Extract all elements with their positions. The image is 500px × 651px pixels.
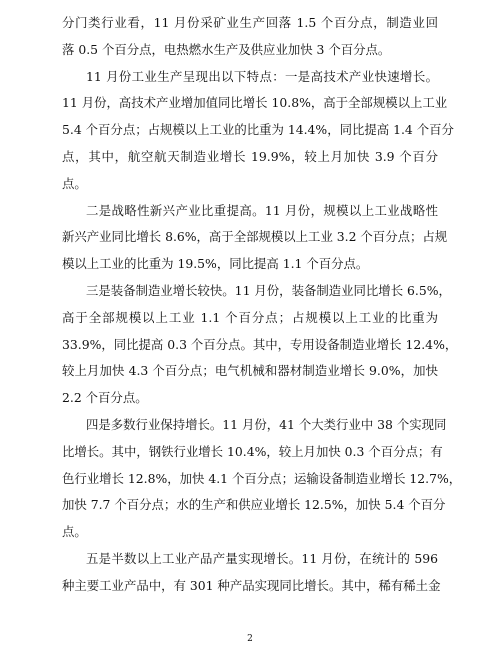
text-line: 加快 7.7 个百分点；水的生产和供应业增长 12.5%，加快 5.4 个百分 — [62, 497, 446, 513]
text-line: 点，其中，航空航天制造业增长 19.9%，较上月加快 3.9 个百分 — [62, 148, 438, 164]
text-line: 点。 — [62, 524, 87, 540]
text-line: 落 0.5 个百分点，电热燃水生产及供应业加快 3 个百分点。 — [62, 41, 391, 57]
page-number: 2 — [247, 634, 253, 644]
text-line: 2.2 个百分点。 — [62, 390, 148, 406]
text-line: 较上月加快 4.3 个百分点；电气机械和器材制造业增长 9.0%，加快 — [62, 363, 438, 379]
text-line: 高于全部规模以上工业 1.1 个百分点；占规模以上工业的比重为 — [62, 309, 438, 325]
text-line: 5.4 个百分点；占规模以上工业的比重为 14.4%，同比提高 1.4 个百分 — [62, 122, 454, 138]
text-line: 11 月份，高技术产业增加值同比增长 10.8%，高于全部规模以上工业 — [62, 95, 448, 111]
text-line: 五是半数以上工业产品产量实现增长。11 月份，在统计的 596 — [86, 550, 438, 566]
document-body — [62, 10, 462, 600]
text-line: 三是装备制造业增长较快。11 月份，装备制造业同比增长 6.5%， — [86, 282, 451, 298]
text-line: 比增长。其中，钢铁行业增长 10.4%，较上月加快 0.3 个百分点；有 — [62, 443, 443, 459]
text-line: 色行业增长 12.8%，加快 4.1 个百分点；运输设备制造业增长 12.7%， — [62, 470, 462, 486]
text-line: 种主要工业产品中，有 301 种产品实现同比增长。其中，稀有稀土金 — [62, 577, 441, 593]
text-line: 点。 — [62, 175, 87, 191]
text-line: 四是多数行业保持增长。11 月份，41 个大类行业中 38 个实现同 — [86, 416, 447, 432]
text-line: 新兴产业同比增长 8.6%，高于全部规模以上工业 3.2 个百分点；占规 — [62, 229, 448, 245]
text-line: 33.9%，同比提高 0.3 个百分点。其中，专用设备制造业增长 12.4%， — [62, 336, 458, 352]
text-line: 二是战略性新兴产业比重提高。11 月份，规模以上工业战略性 — [86, 202, 438, 218]
text-line: 分门类行业看，11 月份采矿业生产回落 1.5 个百分点，制造业回 — [62, 15, 438, 30]
text-line: 模以上工业的比重为 19.5%，同比提高 1.1 个百分点。 — [62, 256, 369, 272]
text-line: 11 月份工业生产呈现出以下特点：一是高技术产业快速增长。 — [86, 68, 438, 84]
